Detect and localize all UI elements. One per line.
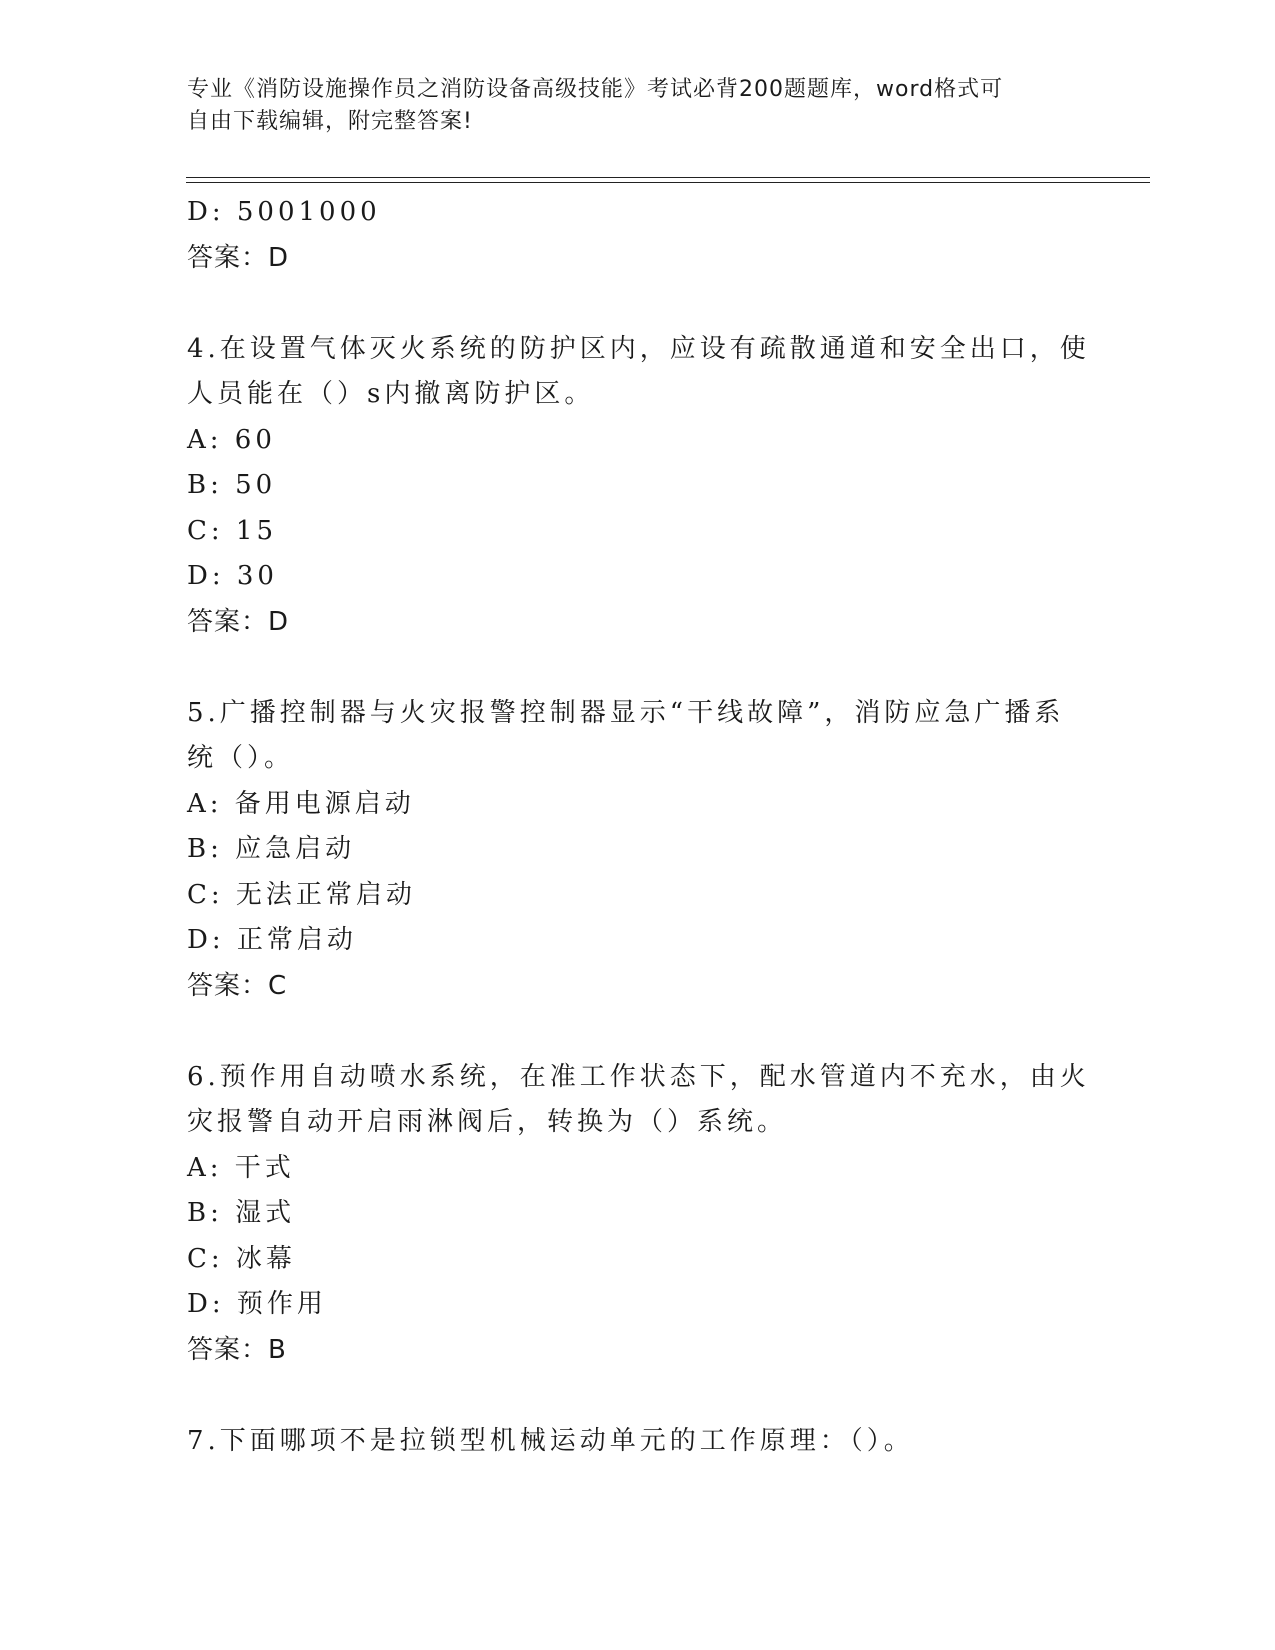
question-6: [187, 1055, 1090, 1374]
question-text-line: 5.广播控制器与火灾报警控制器显示“干线故障”，消防应急广播系: [187, 697, 1065, 728]
question-5: [187, 691, 1067, 1010]
header-rule-top: [186, 177, 1150, 178]
question-7: [187, 1419, 1067, 1465]
option-a: A: 备用电源启动: [187, 788, 415, 819]
option-d: D: 5001000: [187, 197, 381, 227]
option-a: A: 干式: [187, 1152, 295, 1183]
header-line-2: 自由下载编辑，附完整答案!: [187, 109, 473, 134]
option-b: B: 50: [187, 470, 277, 500]
header-rule-bottom: [186, 182, 1150, 183]
question-4: [187, 327, 1090, 646]
answer: 答案：B: [187, 1334, 287, 1365]
option-b: B: 应急启动: [187, 834, 356, 864]
question-text-line: 统（）。: [187, 743, 295, 773]
question-list: [187, 190, 1090, 1464]
header-line-1: 专业《消防设施操作员之消防设备高级技能》考试必背200题题库，word格式可: [187, 77, 1004, 102]
document-header: [187, 74, 1067, 138]
answer: 答案：D: [187, 606, 290, 637]
question-text-line: 人员能在（）s内撤离防护区。: [187, 379, 595, 409]
question-text-line: 7.下面哪项不是拉锁型机械运动单元的工作原理：（）。: [187, 1425, 914, 1456]
option-d: D: 30: [187, 561, 278, 591]
option-c: C: 冰幕: [187, 1243, 296, 1274]
spacer: [187, 281, 1067, 327]
question-text-line: 4.在设置气体灭火系统的防护区内，应设有疏散通道和安全出口，使: [187, 333, 1090, 364]
question-text-line: 6.预作用自动喷水系统，在准工作状态下，配水管道内不充水，由火: [187, 1061, 1090, 1092]
question-text-line: 灾报警自动开启雨淋阀后，转换为（）系统。: [187, 1107, 788, 1137]
option-b: B: 湿式: [187, 1198, 296, 1228]
option-d: D: 正常启动: [187, 925, 357, 955]
spacer: [187, 1009, 1067, 1055]
answer: 答案：D: [187, 242, 290, 273]
answer: 答案：C: [187, 970, 288, 1001]
spacer: [187, 645, 1067, 691]
previous-question-tail: [187, 190, 1067, 281]
option-c: C: 15: [187, 515, 278, 546]
option-a: A: 60: [187, 424, 276, 455]
option-c: C: 无法正常启动: [187, 879, 416, 910]
option-d: D: 预作用: [187, 1289, 327, 1319]
spacer: [187, 1373, 1067, 1419]
